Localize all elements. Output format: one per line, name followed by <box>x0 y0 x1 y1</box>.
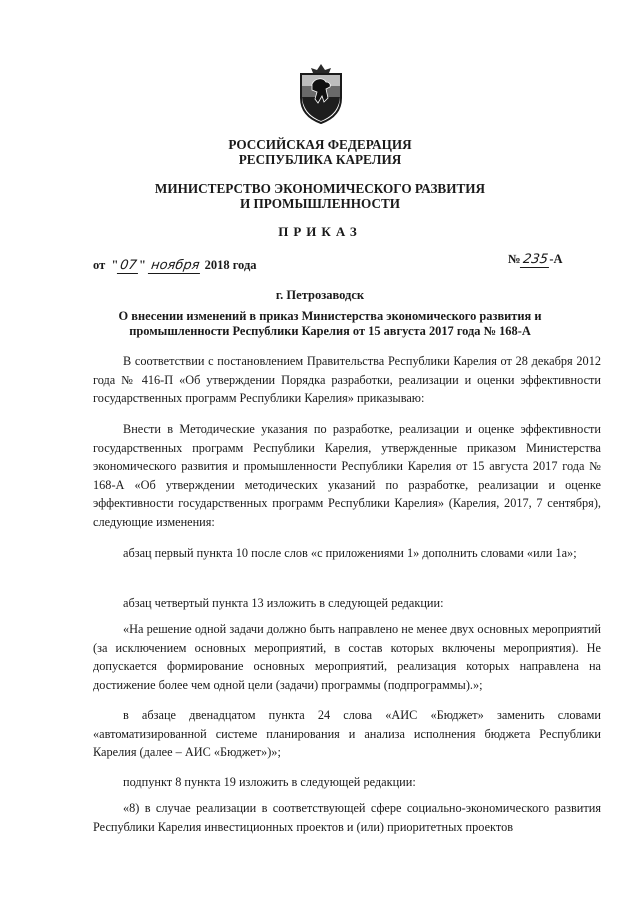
date-day: 07 <box>117 258 140 274</box>
date-prefix: от <box>93 258 106 272</box>
paragraph-preamble: В соответствии с постановлением Правительства Республики Карелия от 28 декабря 2012 года № 416-П «Об утверждении Порядка разработки, реализации и оценки эффективности государственных программ Республики Карелия» приказываю: <box>93 354 601 405</box>
subject-line-2: промышленности Республики Карелия от 15 августа 2017 года № 168-А <box>129 324 531 338</box>
region-line: РЕСПУБЛИКА КАРЕЛИЯ <box>238 152 402 167</box>
karelia-coat-of-arms-icon <box>296 62 346 124</box>
paragraph-item-4: подпункт 8 пункта 19 изложить в следующей редакции: <box>123 775 416 789</box>
order-date: от "07" ноября 2018 года <box>93 258 257 273</box>
number-prefix: № <box>508 252 521 266</box>
paragraph-item-1: абзац первый пункта 10 после слов «с приложениями 1» дополнить словами «или 1а»; <box>123 546 577 560</box>
number-suffix: -А <box>549 252 563 266</box>
paragraph-item-2: абзац четвертый пункта 13 изложить в следующей редакции: <box>123 596 444 610</box>
city: г. Петрозаводск <box>275 288 365 302</box>
country-line: РОССИЙСКАЯ ФЕДЕРАЦИЯ <box>228 137 412 152</box>
paragraph-quote-1: «На решение одной задачи должно быть направлено не менее двух основных мероприятий (за исключением основных мероприятий, в состав которых включены мероприятия). Не допускается формирование основных мероприятий, реализация которых направлена на достижение более чем одной цели (задачи) программы (подпрограммы).»; <box>93 622 601 692</box>
paragraph-amendments-intro: Внести в Методические указания по разработке, реализации и оценке эффективности государственных программ Республики Карелия, утвержденные приказом Министерства экономического развития и промышленности Республики Карелия от 15 августа 2017 года № 168-А «Об утверждении методических указаний по разработке, реализации и оценке эффективности государственных программ Республики Карелия» (Карелия, 2017, 7 сентября), следующие изменения: <box>93 422 601 529</box>
ministry-header <box>0 181 640 211</box>
document-type: ПРИКАЗ <box>278 224 362 239</box>
paragraph-item-3: в абзаце двенадцатом пункта 24 слова «АИС «Бюджет» заменить словами «автоматизированной системе планирования и анализа исполнения бюджета Республики Карелия (далее – АИС «Бюджет»)»; <box>93 708 601 759</box>
date-year: 2018 года <box>204 258 257 272</box>
subject-line: О внесении изменений в приказ Министерства экономического развития и <box>118 309 542 323</box>
ministry-line-2: И ПРОМЫШЛЕННОСТИ <box>239 196 401 211</box>
number-value: 235 <box>519 252 550 268</box>
paragraph-quote-2: «8) в случае реализации в соответствующей сфере социально-экономического развития Республики Карелия инвестиционных проектов и (или) приоритетных проектов <box>93 801 601 834</box>
order-subject <box>100 309 560 339</box>
date-month: ноября <box>148 258 203 274</box>
ministry-line: МИНИСТЕРСТВО ЭКОНОМИЧЕСКОГО РАЗВИТИЯ <box>154 181 486 196</box>
order-number <box>508 252 563 268</box>
country-header <box>0 137 640 167</box>
